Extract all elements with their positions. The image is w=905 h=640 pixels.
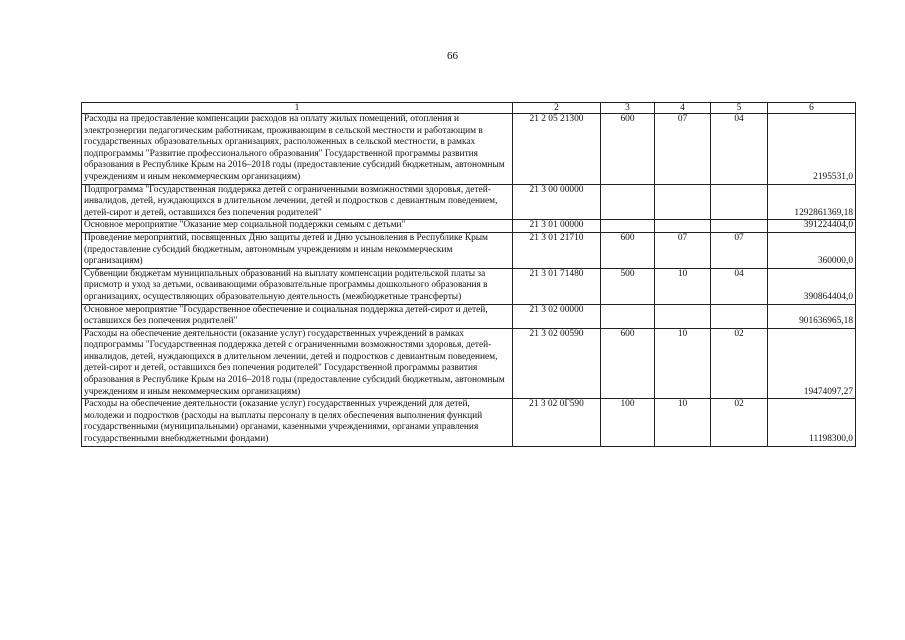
row-pr-cell: 02 <box>711 399 768 446</box>
row-vr-cell <box>601 184 655 220</box>
table-row <box>82 184 856 220</box>
row-amount-cell: 901636965,18 <box>768 304 856 328</box>
column-header-pr: 5 <box>711 103 768 114</box>
row-vr-cell: 100 <box>601 399 655 446</box>
row-pr-cell: 02 <box>711 328 768 399</box>
row-rz-cell <box>655 304 711 328</box>
row-vr-cell: 600 <box>601 114 655 185</box>
row-code-cell: 21 3 01 71480 <box>513 268 601 304</box>
table-row <box>82 328 856 399</box>
row-name-cell: Расходы на обеспечение деятельности (оказание услуг) государственных учреждений для детей, молодежи и подростков (расходы на выплаты персоналу в целях обеспечения выполнения функций государственными (муниципальными) органами, казенными учреждениями, органами управления государственными внебюджетными фондами) <box>82 399 513 446</box>
row-amount-cell: 390864404,0 <box>768 268 856 304</box>
row-pr-cell: 04 <box>711 268 768 304</box>
table-row <box>82 304 856 328</box>
table-row <box>82 114 856 185</box>
row-rz-cell: 07 <box>655 232 711 268</box>
table-row <box>82 399 856 446</box>
row-amount-cell: 391224404,0 <box>768 220 856 233</box>
row-amount-cell: 2195531,0 <box>768 114 856 185</box>
row-amount-cell: 19474097,27 <box>768 328 856 399</box>
column-header-amount: 6 <box>768 103 856 114</box>
row-rz-cell: 07 <box>655 114 711 185</box>
row-vr-cell: 500 <box>601 268 655 304</box>
row-code-cell: 21 3 01 21710 <box>513 232 601 268</box>
row-vr-cell <box>601 304 655 328</box>
row-pr-cell <box>711 304 768 328</box>
row-rz-cell: 10 <box>655 328 711 399</box>
row-amount-cell: 360000,0 <box>768 232 856 268</box>
column-header-vr: 3 <box>601 103 655 114</box>
table-header-row <box>82 103 856 114</box>
row-rz-cell: 10 <box>655 268 711 304</box>
page-number: 66 <box>447 50 458 62</box>
row-rz-cell <box>655 184 711 220</box>
row-code-cell: 21 3 01 00000 <box>513 220 601 233</box>
row-vr-cell <box>601 220 655 233</box>
row-code-cell: 21 2 05 21300 <box>513 114 601 185</box>
table-row <box>82 220 856 233</box>
row-amount-cell: 1292861369,18 <box>768 184 856 220</box>
column-header-name: 1 <box>82 103 513 114</box>
row-pr-cell: 04 <box>711 114 768 185</box>
row-code-cell: 21 3 02 0Г590 <box>513 399 601 446</box>
column-header-rz: 4 <box>655 103 711 114</box>
table-row <box>82 232 856 268</box>
row-amount-cell: 11198300,0 <box>768 399 856 446</box>
row-code-cell: 21 3 02 00000 <box>513 304 601 328</box>
row-code-cell: 21 3 02 00590 <box>513 328 601 399</box>
row-name-cell: Основное мероприятие "Государственное обеспечение и социальная поддержка детей-сирот и детей, оставшихся без попечения родителей" <box>82 304 513 328</box>
row-name-cell: Проведение мероприятий, посвященных Дню защиты детей и Дню усыновления в Республике Крым (предоставление субсидий бюджетным, автономным учреждениям и иным некоммерческим организациям) <box>82 232 513 268</box>
row-name-cell: Субвенции бюджетам муниципальных образований на выплату компенсации родительской платы за присмотр и уход за детьми, осваивающими образовательные программы дошкольного образования в организациях, осуществляющих образовательную деятельность (межбюджетные трансферты) <box>82 268 513 304</box>
row-name-cell: Основное мероприятие "Оказание мер социальной поддержки семьям с детьми" <box>82 220 513 233</box>
row-name-cell: Расходы на предоставление компенсации расходов на оплату жилых помещений, отопления и электроэнергии педагогическим работникам, проживающим в сельской местности и работающим в государственных образовательных организациях, расположенных в сельской местности, в рамках подпрограммы "Развитие профессионального образования" Государственной программы развития образования в Республике Крым на 2016–2018 годы (предоставление субсидий бюджетным, автономным учреждениям и иным некоммерческим организациям) <box>82 114 513 185</box>
row-rz-cell: 10 <box>655 399 711 446</box>
row-code-cell: 21 3 00 00000 <box>513 184 601 220</box>
row-vr-cell: 600 <box>601 232 655 268</box>
row-vr-cell: 600 <box>601 328 655 399</box>
row-pr-cell: 07 <box>711 232 768 268</box>
row-rz-cell <box>655 220 711 233</box>
row-name-cell: Подпрограмма "Государственная поддержка детей с ограниченными возможностями здоровья, детей-инвалидов, детей, нуждающихся в длительном лечении, детей и подростков с девиантным поведением, детей-сирот и детей, оставшихся без попечения родителей" <box>82 184 513 220</box>
row-pr-cell <box>711 220 768 233</box>
table-row <box>82 268 856 304</box>
column-header-code: 2 <box>513 103 601 114</box>
row-pr-cell <box>711 184 768 220</box>
budget-table-body <box>82 103 856 447</box>
row-name-cell: Расходы на обеспечение деятельности (оказание услуг) государственных учреждений в рамках подпрограммы "Государственная поддержка детей с ограниченными возможностями здоровья, детей-инвалидов, детей, нуждающихся в длительном лечении, детей и подростков с девиантным поведением, детей-сирот и детей, оставшихся без попечения родителей" Государственной программы развития образования в Республике Крым на 2016–2018 годы (предоставление субсидий бюджетным, автономным учреждениям и иным некоммерческим организациям) <box>82 328 513 399</box>
budget-table <box>81 102 856 447</box>
